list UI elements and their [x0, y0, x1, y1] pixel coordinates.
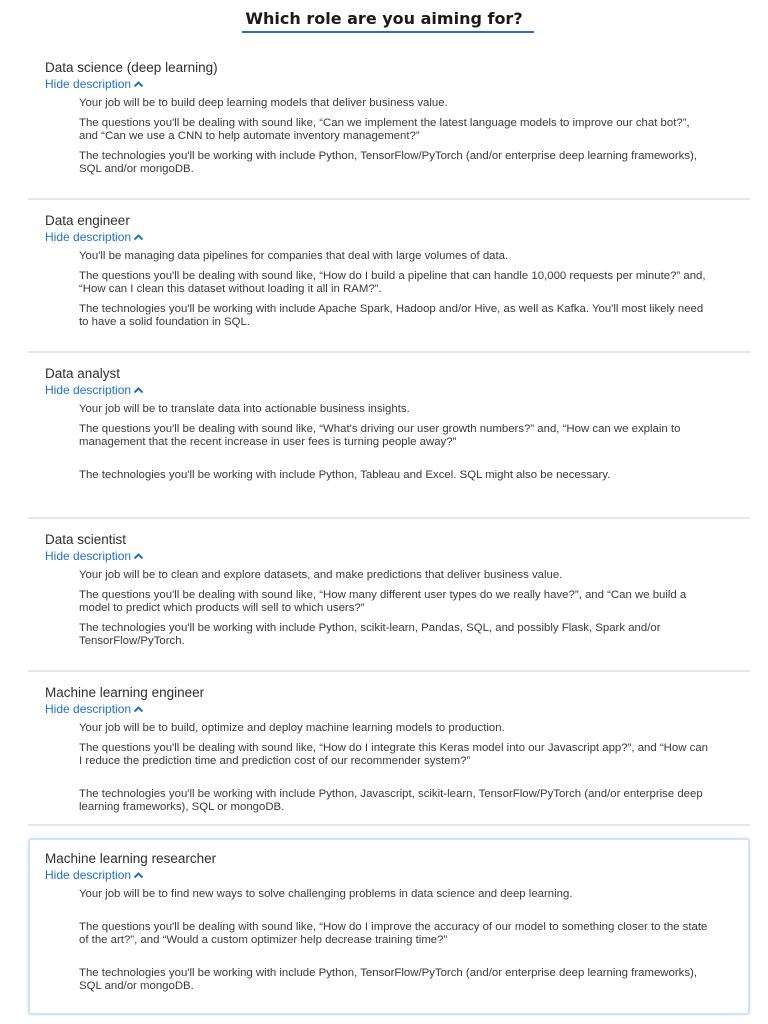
- role-name: Data engineer: [45, 213, 130, 228]
- role-card-data-engineer[interactable]: [28, 211, 750, 353]
- role-description-paragraph: The questions you'll be dealing with sound like, “How do I integrate this Keras model into our Javascript app?”, and “How can I reduce the prediction time and prediction cost of our recommender system?”: [79, 742, 708, 768]
- role-name: Data scientist: [45, 532, 127, 547]
- hide-description-label: Hide description: [45, 77, 132, 91]
- role-card-data-scientist[interactable]: [28, 530, 750, 672]
- chevron-up-icon: [133, 386, 144, 394]
- role-card-data-analyst[interactable]: [28, 364, 750, 519]
- role-name: Machine learning engineer: [45, 685, 205, 700]
- role-description-paragraph: Your job will be to build, optimize and deploy machine learning models to production.: [79, 722, 505, 734]
- role-description-paragraph: The technologies you'll be working with include Python, TensorFlow/PyTorch (and/or enterprise deep learning frameworks), SQL and/or mongoDB.: [79, 967, 698, 993]
- chevron-up-icon: [133, 705, 144, 713]
- hide-description-label: Hide description: [45, 383, 132, 397]
- hide-description-link[interactable]: [45, 230, 144, 244]
- chevron-up-icon: [133, 80, 144, 88]
- role-name: Data science (deep learning): [45, 60, 218, 75]
- hide-description-label: Hide description: [45, 230, 132, 244]
- role-card-data-science-deep-learning[interactable]: [28, 58, 750, 200]
- role-description-paragraph: The technologies you'll be working with include Apache Spark, Hadoop and/or Hive, as well as Kafka. You'll most likely need to have a solid foundation in SQL.: [79, 303, 704, 329]
- role-description-paragraph: Your job will be to translate data into actionable business insights.: [79, 403, 410, 415]
- role-description-paragraph: The questions you'll be dealing with sound like, “How do I improve the accuracy of our model to something closer to the state of the art?”, and “Would a custom optimizer help decrease training time?”: [79, 921, 708, 947]
- hide-description-link[interactable]: [45, 549, 144, 563]
- role-name: Data analyst: [45, 366, 121, 381]
- page-title: Which role are you aiming for?: [245, 9, 523, 28]
- role-card-machine-learning-researcher[interactable]: [28, 838, 750, 1015]
- role-name: Machine learning researcher: [45, 851, 217, 866]
- hide-description-link[interactable]: [45, 77, 144, 91]
- role-description-paragraph: Your job will be to find new ways to solve challenging problems in data science and deep learning.: [79, 888, 573, 900]
- role-card-machine-learning-engineer[interactable]: [28, 683, 750, 826]
- role-description-paragraph: The technologies you'll be working with include Python, scikit-learn, Pandas, SQL, and possibly Flask, Spark and/or TensorFlow/PyTorch.: [79, 622, 661, 648]
- hide-description-label: Hide description: [45, 549, 132, 563]
- role-description-paragraph: The questions you'll be dealing with sound like, “What's driving our user growth numbers?” and, “How can we explain to management that the recent increase in user fees is turning people away?”: [79, 423, 681, 449]
- hide-description-label: Hide description: [45, 702, 132, 716]
- title-underline: [242, 31, 534, 33]
- chevron-up-icon: [133, 233, 144, 241]
- role-description-paragraph: The questions you'll be dealing with sound like, “How do I build a pipeline that can handle 10,000 requests per minute?” and, “How can I clean this dataset without loading it all in RAM?”.: [79, 270, 706, 296]
- role-description-paragraph: The technologies you'll be working with include Python, TensorFlow/PyTorch (and/or enterprise deep learning frameworks), SQL and/or mongoDB.: [79, 150, 698, 176]
- role-description-paragraph: Your job will be to clean and explore datasets, and make predictions that deliver business value.: [79, 569, 563, 581]
- role-description-paragraph: You'll be managing data pipelines for companies that deal with large volumes of data.: [79, 250, 509, 262]
- role-description-paragraph: The questions you'll be dealing with sound like, “How many different user types do we really have?”, and “Can we build a model to predict which products will sell to which users?”: [79, 589, 687, 615]
- chevron-up-icon: [133, 552, 144, 560]
- role-description-paragraph: The technologies you'll be working with include Python, Tableau and Excel. SQL might also be necessary.: [79, 469, 611, 481]
- role-description-paragraph: Your job will be to build deep learning models that deliver business value.: [79, 97, 448, 109]
- role-description-paragraph: The technologies you'll be working with include Python, Javascript, scikit-learn, TensorFlow/PyTorch (and/or enterprise deep learning frameworks), SQL or mongoDB.: [79, 788, 703, 814]
- hide-description-link[interactable]: [45, 702, 144, 716]
- role-description-paragraph: The questions you'll be dealing with sound like, “Can we implement the latest language models to improve our chat bot?”, and “Can we use a CNN to help automate inventory management?”: [79, 117, 690, 143]
- hide-description-link[interactable]: [45, 868, 144, 882]
- hide-description-label: Hide description: [45, 868, 132, 882]
- hide-description-link[interactable]: [45, 383, 144, 397]
- chevron-up-icon: [133, 871, 144, 879]
